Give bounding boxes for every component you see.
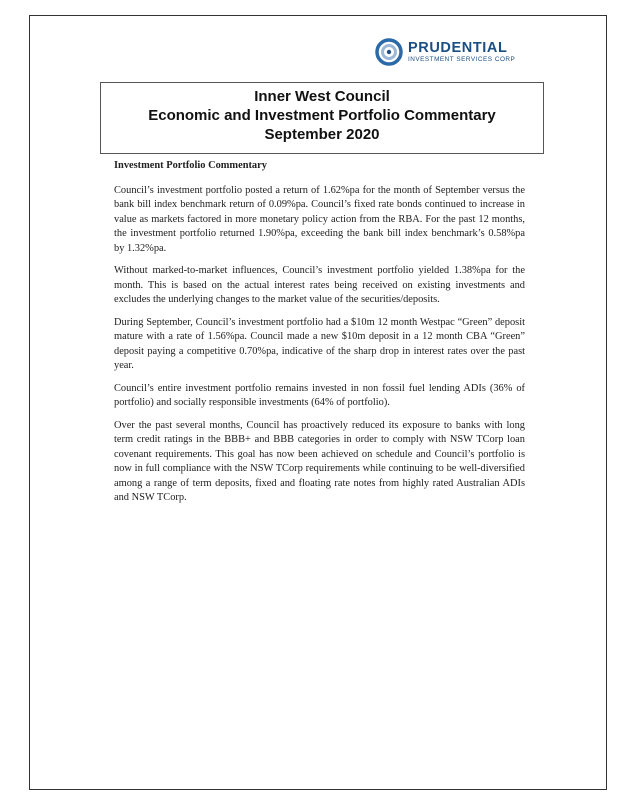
title-box bbox=[100, 82, 544, 154]
prudential-logo-icon bbox=[375, 38, 403, 66]
paragraph-4: Council’s entire investment portfolio remains invested in non fossil fuel lending ADIs (36% of portfolio) and socially responsible investments (64% of portfolio). bbox=[114, 382, 525, 408]
section-heading: Investment Portfolio Commentary bbox=[114, 160, 267, 171]
title-line-3: September 2020 bbox=[264, 126, 380, 143]
commentary-body bbox=[114, 159, 525, 514]
paragraph-2: Without marked-to-market influences, Council’s investment portfolio yielded 1.38%pa for the month. This is based on the actual interest rates being received on existing investments and excludes the underlying changes to the market value of the securities/deposits. bbox=[114, 265, 525, 305]
paragraph-3: During September, Council’s investment portfolio had a $10m 12 month Westpac “Green” deposit mature with a rate of 1.56%pa. Council made a new $10m deposit in a 12 month CBA “Green” deposit paying a competitive 0.70%pa, indicative of the sharp drop in interest rates over the past year. bbox=[114, 316, 525, 371]
logo-subtitle: INVESTMENT SERVICES CORP bbox=[408, 55, 516, 63]
paragraph-1: Council’s investment portfolio posted a return of 1.62%pa for the month of September versus the bank bill index benchmark return of 0.09%pa. Council’s fixed rate bonds continued to increase in value as markets factored in more monetary policy action from the RBA. For the past 12 months, the investment portfolio returned 1.90%pa, exceeding the bank bill index benchmark’s 0.58%pa by 1.32%pa. bbox=[114, 184, 525, 254]
prudential-logo bbox=[375, 38, 515, 66]
paragraph-5: Over the past several months, Council has proactively reduced its exposure to banks with long term credit ratings in the BBB+ and BBB categories in order to comply with NSW TCorp loan covenant requirements. This goal has now been achieved on schedule and Council’s portfolio is now in full compliance with the NSW TCorp requirements while continuing to be well-diversified among a range of term deposits, fixed and floating rate notes from highly rated Australian ADIs and NSW TCorp. bbox=[114, 419, 525, 503]
title-line-1: Inner West Council bbox=[254, 88, 390, 105]
logo-name: PRUDENTIAL bbox=[408, 40, 508, 57]
title-line-2: Economic and Investment Portfolio Commentary bbox=[148, 107, 496, 124]
document-page bbox=[29, 15, 607, 790]
